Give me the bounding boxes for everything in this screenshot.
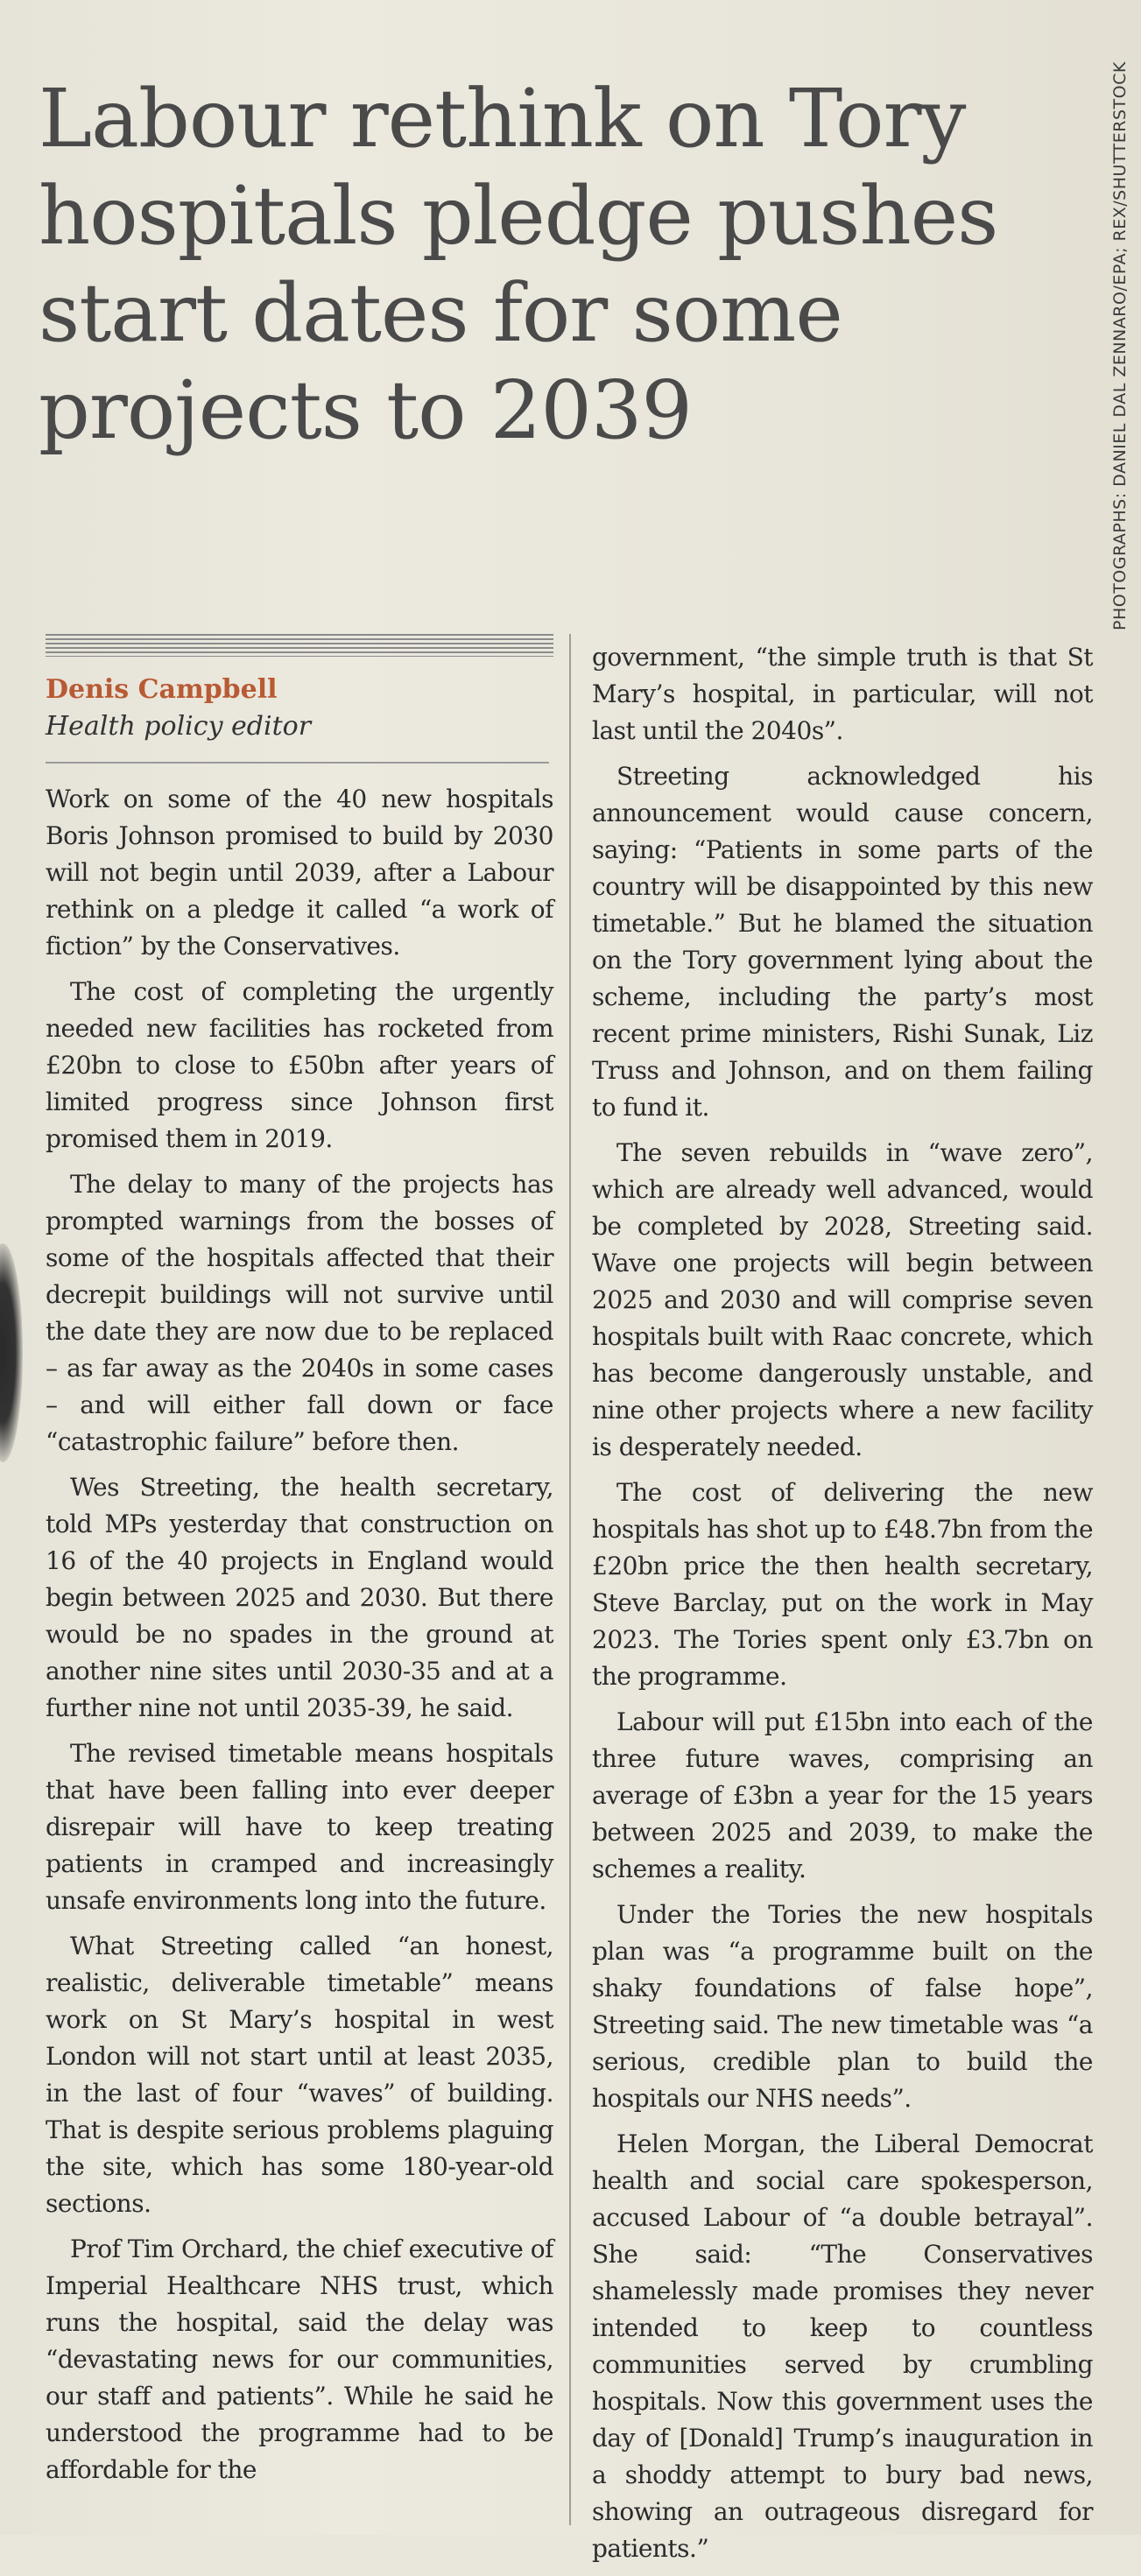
article-column-1 [46,781,553,2497]
paragraph: Wes Streeting, the health secretary, told MPs yesterday that construction on 16 of the 40 projects in England would begin between 2025 and 2030. But there would be no spades in the ground at another nine sites until 2030-35 and at a further nine not until 2035-39, he said. [46,1473,553,1722]
paragraph: The revised timetable means hospitals that have been falling into ever deeper disrepair will have to keep treating patients in cramped and increasingly unsafe environments long into the future. [46,1739,553,1915]
ink-smudge [0,1243,23,1462]
paragraph: Labour will put £15bn into each of the three future waves, comprising an average of £3bn a year for the 15 years between 2025 and 2039, to make the schemes a reality. [592,1707,1093,1883]
paragraph: Work on some of the 40 new hospitals Boris Johnson promised to build by 2030 will not begin until 2039, after a Labour rethink on a pledge it called “a work of fiction” by the Conservatives. [46,785,553,961]
headline: Labour rethink on Tory hospitals pledge pushes start dates for some projects to 2039 [39,72,998,457]
byline-separator [46,762,549,764]
photo-credit: PHOTOGRAPHS: DANIEL DAL ZENNARO/EPA; REX/SHUTTERSTOCK [1110,61,1130,630]
paragraph: The seven rebuilds in “wave zero”, which are already well advanced, would be completed by 2028, Streeting said. Wave one projects will begin between 2025 and 2030 and will comprise seven hospitals built with Raac concrete, which has become dangerously unstable, and nine other projects where a new facility is desperately needed. [592,1138,1093,1461]
paragraph: government, “the simple truth is that St Mary’s hospital, in particular, will not last until the 2040s”. [592,643,1093,745]
paragraph: What Streeting called “an honest, realistic, deliverable timetable” means work on St Mary’s hospital in west London will not start until at least 2035, in the last of four “waves” of building. That is despite serious problems plaguing the site, which has some 180-year-old sections. [46,1932,553,2218]
byline-name: Denis Campbell [46,674,278,705]
article-column-2 [592,639,1093,2576]
column-divider [569,634,571,2525]
paragraph: Prof Tim Orchard, the chief executive of Imperial Healthcare NHS trust, which runs the hospital, said the delay was “devastating news for our communities, our staff and patients”. While he said he understood the programme had to be affordable for the [46,2235,553,2484]
paragraph: The cost of delivering the new hospitals has shot up to £48.7bn from the £20bn price the then health secretary, Steve Barclay, put on the work in May 2023. The Tories spent only £3.7bn on the programme. [592,1478,1094,1691]
byline-role: Health policy editor [46,711,312,742]
paragraph: The cost of completing the urgently needed new facilities has rocketed from £20bn to close to £50bn after years of limited progress since Johnson first promised them in 2019. [46,977,553,1153]
byline-rules [46,634,553,657]
paragraph: Streeting acknowledged his announcement would cause concern, saying: “Patients in some parts of the country will be disappointed by this new timetable.” But he blamed the situation on the Tory government lying about the scheme, including the party’s most recent prime ministers, Rishi Sunak, Liz Truss and Johnson, and on them failing to fund it. [592,762,1093,1122]
paragraph: Under the Tories the new hospitals plan was “a programme built on the shaky foundations of false hope”, Streeting said. The new timetable was “a serious, credible plan to build the hospitals our NHS needs”. [592,1900,1093,2113]
paragraph: The delay to many of the projects has prompted warnings from the bosses of some of the hospitals affected that their decrepit buildings will not survive until the date they are now due to be replaced – as far away as the 2040s in some cases – and will either fall down or face “catastrophic failure” before then. [46,1170,553,1456]
paragraph: Helen Morgan, the Liberal Democrat health and social care spokesperson, accused Labour of “a double betrayal”. She said: “The Conservatives shamelessly made promises they never intended to keep to countless communities served by crumbling hospitals. Now this government uses the day of [Donald] Trump’s inauguration in a shoddy attempt to bury bad news, showing an outrageous disregard for patients.” [592,2129,1093,2563]
